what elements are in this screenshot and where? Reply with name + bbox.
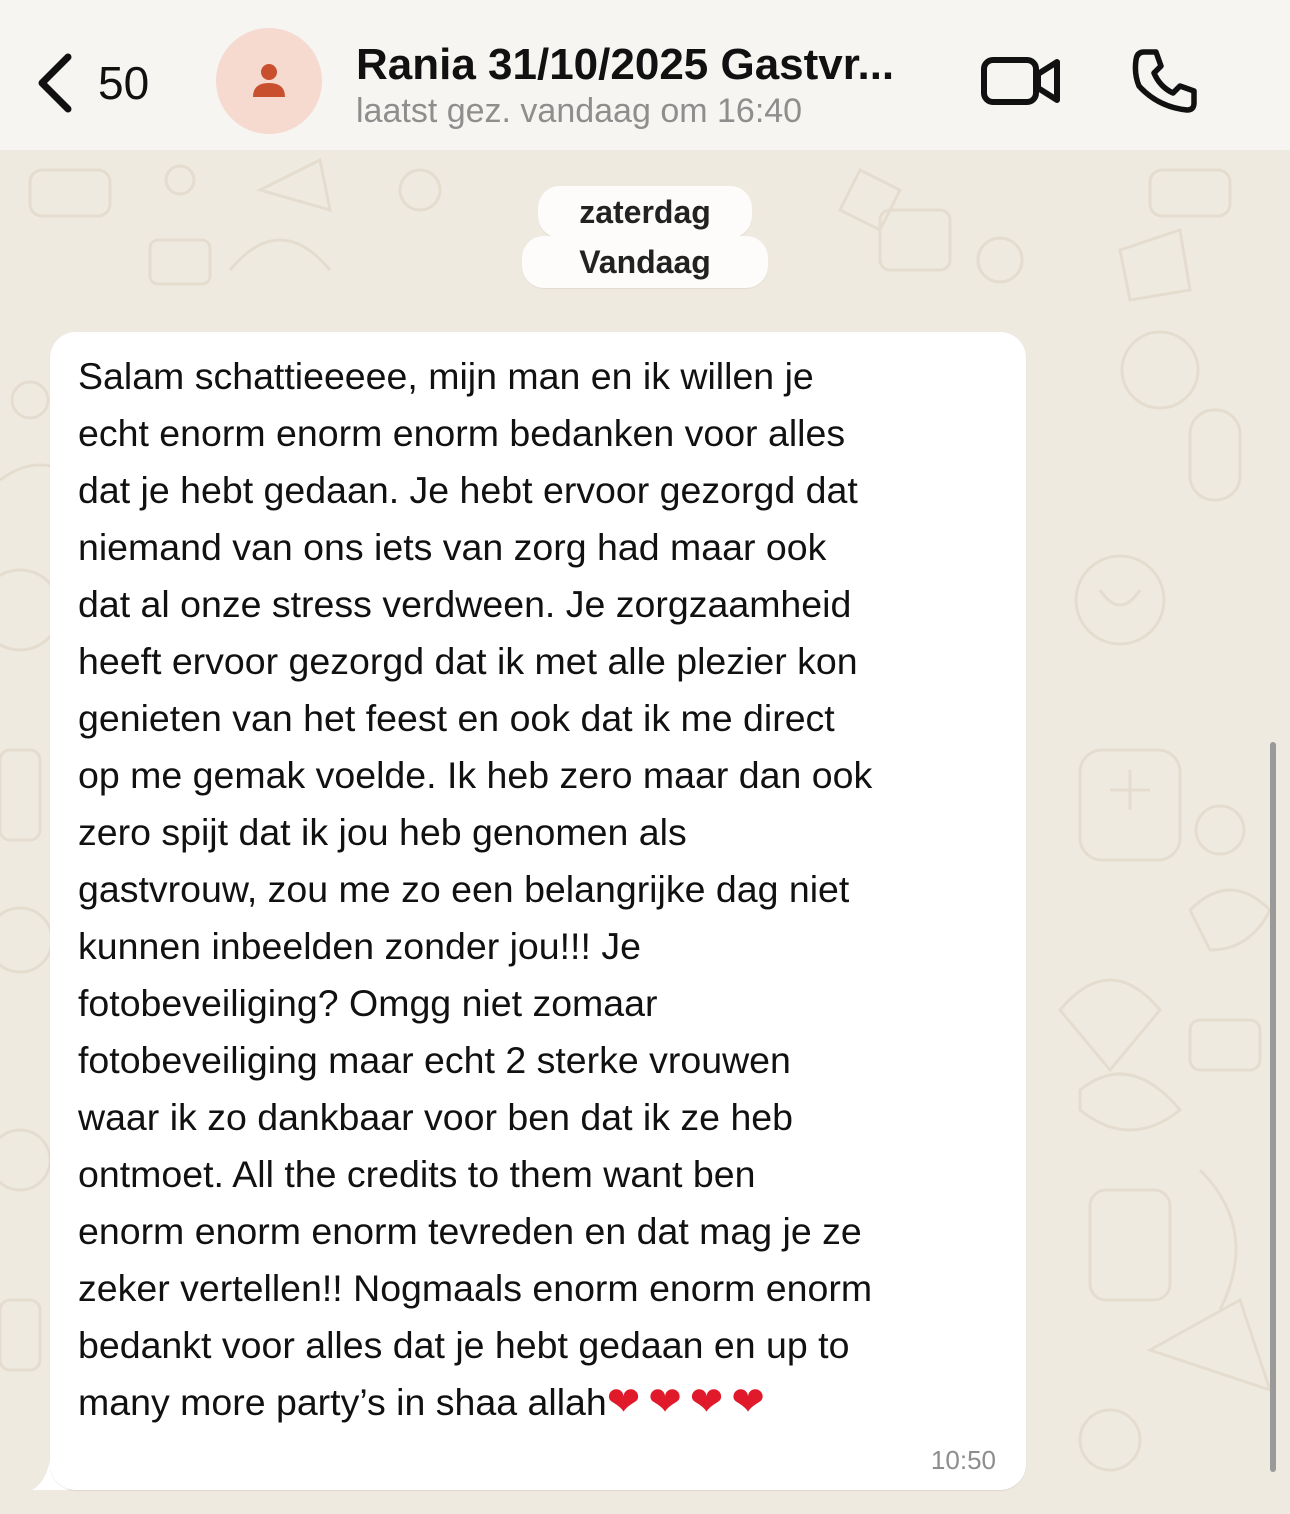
message-timestamp: 10:50 <box>930 1445 996 1475</box>
unread-count: 50 <box>98 57 150 109</box>
person-icon <box>247 59 291 103</box>
message-text <box>78 348 1014 1431</box>
chat-header <box>0 0 1290 150</box>
last-seen-status: laatst gez. vandaag om 16:40 <box>356 92 803 130</box>
heart-emoji-icon: ❤❤❤❤ <box>606 1379 773 1425</box>
avatar[interactable] <box>216 28 322 134</box>
back-button[interactable] <box>32 48 182 118</box>
contact-name[interactable]: Rania 31/10/2025 Gastvr... <box>356 40 895 89</box>
phone-icon[interactable] <box>1130 46 1200 116</box>
video-camera-icon[interactable] <box>980 50 1062 112</box>
message-body: Salam schattieeeee, mijn man en ik willen je echt enorm enorm enorm bedanken voor alles dat je hebt gedaan. Je hebt ervoor gezorgd dat niemand van ons iets van zorg had maar ook dat al onze stress verdween. Je zorgzaamheid heeft ervoor gezorgd dat ik met alle plezier kon genieten van het feest en ook dat ik me direct op me gemak voelde. Ik heb zero maar dan ook zero spijt dat ik jou heb genomen als gastvrouw, zou me zo een belangrijke dag niet kunnen inbeelden zonder jou!!! Je fotobeveiliging? Omgg niet zomaar fotobeveiliging maar echt 2 sterke vrouwen waar ik zo dankbaar voor ben dat ik ze heb ontmoet. All the credits to them want ben enorm enorm enorm tevreden en dat mag je ze zeker vertellen!! Nogmaals enorm enorm enorm bedankt voor alles dat je hebt gedaan en up to many more party’s in shaa allah <box>78 355 873 1423</box>
chevron-left-icon <box>32 51 76 115</box>
scrollbar[interactable] <box>1270 742 1276 1472</box>
chat-area[interactable] <box>0 150 1290 1514</box>
incoming-message-bubble[interactable] <box>50 332 1026 1490</box>
date-separator-today: Vandaag <box>522 236 768 288</box>
date-separator-day: zaterdag <box>538 186 752 238</box>
